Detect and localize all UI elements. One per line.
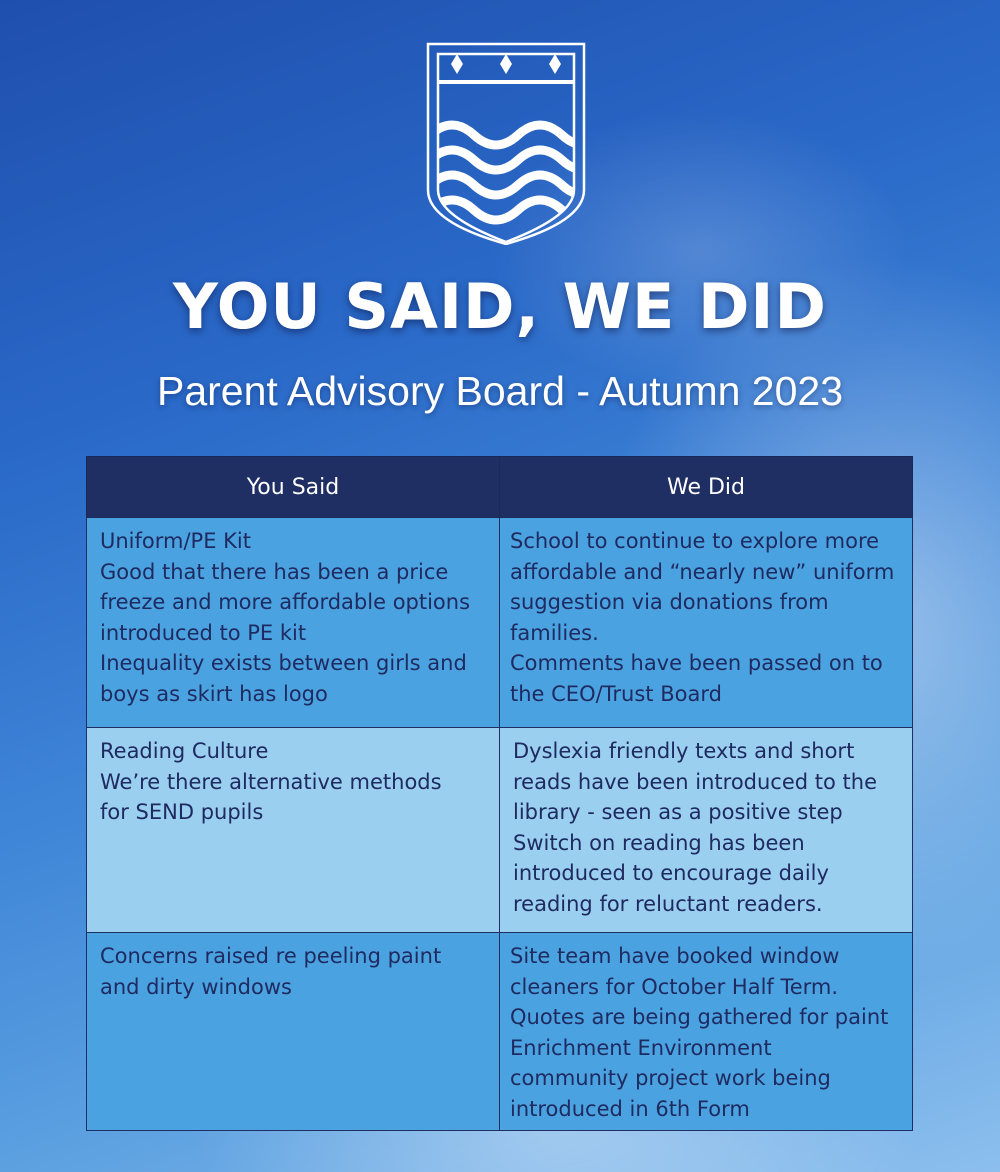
table-row: [87, 518, 913, 728]
column-header-you-said: You Said: [87, 457, 500, 518]
table-row: [87, 933, 913, 1131]
we-did-cell: Site team have booked window cleaners for October Half Term. Quotes are being gathered for paint Enrichment Environment community project work being introduced in 6th Form: [500, 933, 913, 1131]
you-said-cell: Reading Culture We’re there alternative methods for SEND pupils: [87, 728, 500, 933]
table-header-row: [87, 457, 913, 518]
page-subtitle: Parent Advisory Board - Autumn 2023: [156, 368, 843, 414]
school-crest-logo: [420, 40, 592, 245]
page-title: YOU SAID, WE DID: [173, 270, 827, 343]
we-did-cell: School to continue to explore more affordable and “nearly new” uniform suggestion via donations from families. Comments have been passed on to the CEO/Trust Board: [500, 518, 913, 728]
you-said-we-did-table: [86, 456, 913, 1131]
column-header-we-did: We Did: [500, 457, 913, 518]
table-row: [87, 728, 913, 933]
you-said-cell: Uniform/PE Kit Good that there has been a price freeze and more affordable options introduced to PE kit Inequality exists between girls and boys as skirt has logo: [87, 518, 500, 728]
we-did-cell: Dyslexia friendly texts and short reads have been introduced to the library - seen as a positive step Switch on reading has been introduced to encourage daily reading for reluctant readers.: [500, 728, 913, 933]
you-said-cell: Concerns raised re peeling paint and dirty windows: [87, 933, 500, 1131]
